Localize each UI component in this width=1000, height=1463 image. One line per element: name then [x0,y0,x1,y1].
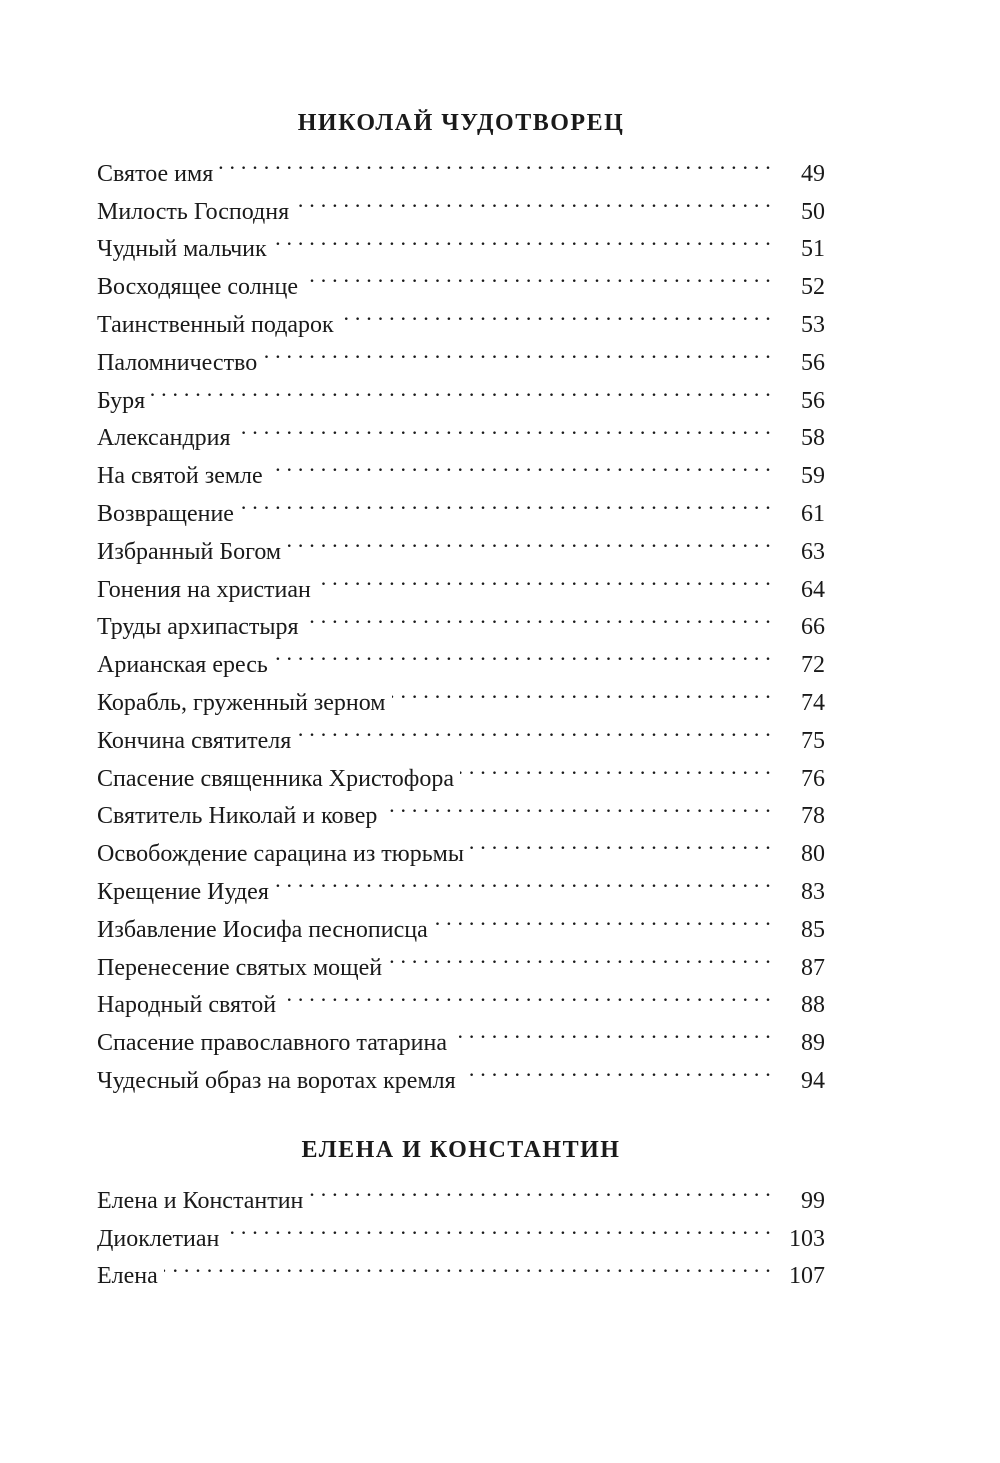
toc-entry-title: Спасение православного татарина [97,1030,447,1057]
toc-entry-page-number: 59 [801,463,825,490]
toc-entry-page-number: 87 [801,954,825,981]
toc-entry-title: Труды архипастыря [97,614,299,641]
dot-leader [237,408,771,446]
dot-leader [388,937,771,975]
toc-entry-page-number: 63 [801,538,825,565]
toc-entry-title: Елена и Константин [97,1187,304,1214]
toc-entry [97,1170,825,1214]
toc-entry-page-number: 66 [801,614,825,641]
toc-entry-page-number: 51 [801,236,825,263]
dot-leader [263,332,771,370]
toc-entry-page-number: 88 [801,992,825,1019]
toc-entry-page-number: 58 [801,425,825,452]
toc-entry-page-number: 85 [801,916,825,943]
toc-entry [97,1246,825,1290]
toc-entry-title: Диоклетиан [97,1225,220,1252]
toc-entry-title: Кончина святителя [97,727,292,754]
toc-entry-page-number: 103 [789,1225,825,1252]
toc-entry-title: Освобождение сарацина из тюрьмы [97,841,464,868]
dot-leader [274,634,771,672]
dot-leader [219,143,771,181]
toc-entry-title: Милость Господня [97,198,290,225]
toc-entry [97,143,825,187]
dot-leader [340,294,771,332]
table-of-contents [97,103,825,1290]
dot-leader [164,1246,771,1284]
toc-entry-page-number: 53 [801,311,825,338]
toc-entry-title: Елена [97,1263,158,1290]
toc-entry-page-number: 56 [801,387,825,414]
toc-entry-title: Крещение Иудея [97,878,269,905]
dot-leader [434,899,771,937]
toc-entry-page-number: 76 [801,765,825,792]
toc-entry-title: На святой земле [97,463,263,490]
dot-leader [240,483,771,521]
toc-entry-title: Гонения на христиан [97,576,311,603]
toc-entry-title: Святитель Николай и ковер [97,803,378,830]
toc-entry-title: Таинственный подарок [97,311,334,338]
toc-entry-page-number: 89 [801,1030,825,1057]
section-title: НИКОЛАЙ ЧУДОТВОРЕЦ [297,110,625,136]
toc-entry-title: Спасение священника Христофора [97,765,454,792]
dot-leader [151,370,771,408]
toc-entry-page-number: 64 [801,576,825,603]
dot-leader [269,445,771,483]
dot-leader [297,710,771,748]
dot-leader [295,181,771,219]
toc-entry-page-number: 78 [801,803,825,830]
toc-entry-title: Александрия [97,425,231,452]
dot-leader [305,597,771,635]
toc-entry-title: Святое имя [97,160,214,187]
dot-leader [225,1208,771,1246]
toc-entry-page-number: 52 [801,274,825,301]
toc-entry-page-number: 56 [801,349,825,376]
toc-entry-page-number: 107 [789,1263,825,1290]
dot-leader [304,256,771,294]
toc-entry-title: Избранный Богом [97,538,282,565]
toc-entry-title: Чудесный образ на воротах кремля [97,1067,456,1094]
dot-leader [453,1012,771,1050]
toc-entry-page-number: 99 [801,1187,825,1214]
toc-entry [97,408,825,452]
dot-leader [287,521,771,559]
toc-entry-title: Восходящее солнце [97,274,299,301]
toc-entry-title: Буря [97,387,146,414]
section-title: ЕЛЕНА И КОНСТАНТИН [301,1136,621,1163]
toc-entry-title: Корабль, груженный зерном [97,689,386,716]
toc-entry-title: Народный святой [97,992,277,1019]
toc-entry-title: Возвращение [97,500,234,527]
toc-entry-title: Чудный мальчик [97,236,267,263]
dot-leader [273,219,771,257]
toc-entry-page-number: 61 [801,500,825,527]
dot-leader [470,823,771,861]
dot-leader [317,559,771,597]
toc-entry-page-number: 50 [801,198,825,225]
dot-leader [383,786,771,824]
toc-entry-page-number: 72 [801,652,825,679]
toc-entry-page-number: 80 [801,841,825,868]
toc-entry-title: Арианская ересь [97,652,268,679]
toc-entry-page-number: 74 [801,689,825,716]
dot-leader [392,672,772,710]
dot-leader [282,975,771,1013]
toc-list [97,1170,825,1290]
toc-list [97,143,825,1094]
toc-entry-page-number: 49 [801,160,825,187]
toc-entry-page-number: 83 [801,878,825,905]
dot-leader [309,1170,771,1208]
toc-entry-title: Паломничество [97,349,258,376]
toc-entry [97,370,825,414]
dot-leader [462,1050,771,1088]
toc-entry-page-number: 75 [801,727,825,754]
dot-leader [275,861,771,899]
dot-leader [460,748,771,786]
toc-entry-page-number: 94 [801,1067,825,1094]
toc-entry-title: Избавление Иосифа песнописца [97,916,428,943]
toc-entry-title: Перенесение святых мощей [97,954,383,981]
